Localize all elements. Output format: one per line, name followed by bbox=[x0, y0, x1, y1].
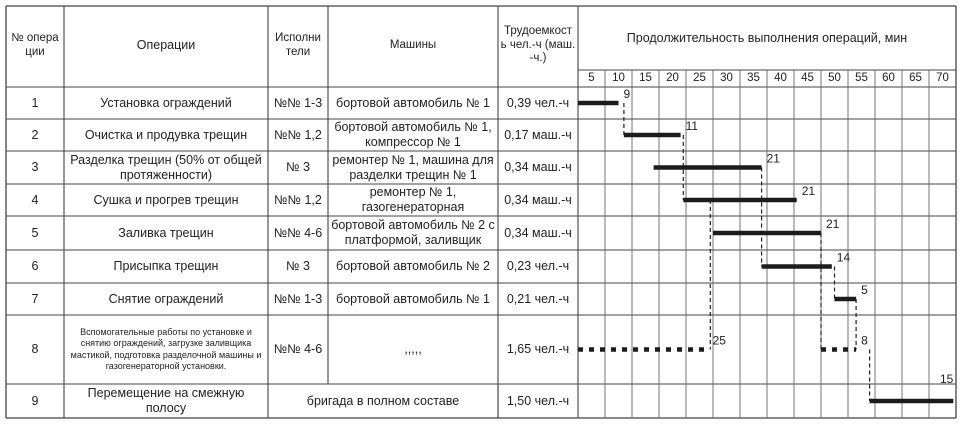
row-operation: Снятие ограждений bbox=[108, 291, 224, 306]
tick-label: 25 bbox=[693, 71, 706, 84]
row-number: 8 bbox=[31, 342, 39, 356]
gantt-bar-label: 21 bbox=[801, 184, 816, 198]
row-labor: 0,39 чел.-ч bbox=[506, 95, 570, 110]
row-number: 3 bbox=[31, 160, 39, 174]
gantt-bar-label: 5 bbox=[861, 283, 868, 297]
row-machines: бортовой автомобиль № 2 с платформой, заливщик bbox=[331, 218, 495, 247]
tick-label: 20 bbox=[666, 71, 679, 84]
row-machines: бортовой автомобиль № 1, компрессор № 1 bbox=[334, 120, 492, 149]
header-labor: Трудоемкост ь чел.-ч (маш. -ч.) bbox=[500, 24, 576, 65]
row-performers: бригада в полном составе bbox=[306, 393, 460, 408]
tick-label: 30 bbox=[720, 71, 733, 84]
gantt-bar-label: 9 bbox=[623, 87, 631, 101]
gantt-bar-label: 15 bbox=[940, 372, 954, 386]
row-performers: №№ 1,2 bbox=[274, 127, 322, 142]
gantt-bar-label: 25 bbox=[712, 333, 726, 348]
row-performers: № 3 bbox=[286, 259, 310, 273]
header-machines: Машины bbox=[389, 38, 437, 51]
tick-label: 70 bbox=[936, 71, 949, 84]
row-machines: ,,,,, bbox=[404, 342, 422, 356]
row-operation: Сушка и прогрев трещин bbox=[93, 192, 239, 207]
gantt-bar-label: 14 bbox=[836, 250, 851, 265]
row-labor: 0,34 маш.-ч bbox=[504, 192, 572, 207]
tick-label: 35 bbox=[747, 71, 760, 84]
row-labor: 0,34 маш.-ч bbox=[504, 225, 572, 240]
row-labor: 0,34 маш.-ч bbox=[504, 160, 572, 174]
row-machines: бортовой автомобиль № 1 bbox=[336, 95, 490, 110]
row-number: 6 bbox=[31, 259, 39, 273]
header-duration: Продолжительность выполнения операций, мин bbox=[626, 30, 908, 45]
row-machines: бортовой автомобиль № 2 bbox=[336, 259, 490, 273]
tick-label: 40 bbox=[774, 71, 787, 84]
row-labor: 1,50 чел.-ч bbox=[506, 393, 570, 408]
row-performers: №№ 1-3 bbox=[273, 291, 323, 306]
tick-label: 15 bbox=[639, 71, 652, 84]
row-operation: Очистка и продувка трещин bbox=[84, 127, 248, 142]
row-operation: Заливка трещин bbox=[118, 225, 214, 240]
row-performers: №№ 4-6 bbox=[273, 342, 323, 356]
row-number: 7 bbox=[31, 291, 39, 306]
row-labor: 0,21 чел.-ч bbox=[506, 291, 570, 306]
tick-label: 5 bbox=[588, 71, 595, 84]
row-performers: № 3 bbox=[286, 160, 310, 174]
gantt-bar-label: 21 bbox=[766, 151, 780, 166]
row-labor: 1,65 чел.-ч bbox=[506, 342, 570, 356]
row-operation: Разделка трещин (50% от общей протяженности) bbox=[70, 152, 262, 182]
header-operations: Операции bbox=[136, 38, 196, 52]
row-machines: бортовой автомобиль № 1 bbox=[336, 291, 490, 306]
tick-label: 50 bbox=[828, 71, 841, 84]
gantt-bar-label: 8 bbox=[861, 333, 868, 348]
row-labor: 0,17 маш.-ч bbox=[504, 127, 572, 142]
row-labor: 0,23 чел.-ч bbox=[506, 259, 570, 273]
row-performers: №№ 1,2 bbox=[274, 192, 322, 207]
row-number: 9 bbox=[31, 393, 39, 408]
gantt-bar-label: 11 bbox=[685, 119, 699, 133]
tick-label: 45 bbox=[801, 71, 814, 84]
row-machines: ремонтер № 1, машина для разделки трещин № 1 bbox=[332, 152, 494, 182]
tick-label: 60 bbox=[882, 71, 895, 84]
row-operation: Перемещение на смежную полосу bbox=[87, 386, 245, 415]
row-machines: ремонтер № 1, газогенераторная bbox=[361, 185, 465, 214]
header-number: № опера ции bbox=[11, 31, 59, 58]
gantt-bar-label: 21 bbox=[826, 217, 840, 231]
header-performers: Исполни тели bbox=[275, 31, 321, 58]
row-operation: Присыпка трещин bbox=[113, 259, 219, 273]
tick-label: 65 bbox=[909, 71, 922, 84]
row-operation: Вспомогательные работы по установке и снятию ограждений, загрузке заливщика мастикой, подготовка разделочной машины и газогенераторной установки. bbox=[70, 327, 262, 371]
row-operation: Установка ограждений bbox=[100, 95, 232, 110]
row-number: 5 bbox=[31, 225, 39, 240]
tick-label: 55 bbox=[855, 71, 868, 84]
row-performers: №№ 4-6 bbox=[273, 225, 323, 240]
row-number: 4 bbox=[31, 192, 39, 207]
row-number: 1 bbox=[31, 95, 39, 110]
row-number: 2 bbox=[31, 127, 39, 142]
row-performers: №№ 1-3 bbox=[273, 95, 323, 110]
tick-label: 10 bbox=[612, 71, 625, 84]
